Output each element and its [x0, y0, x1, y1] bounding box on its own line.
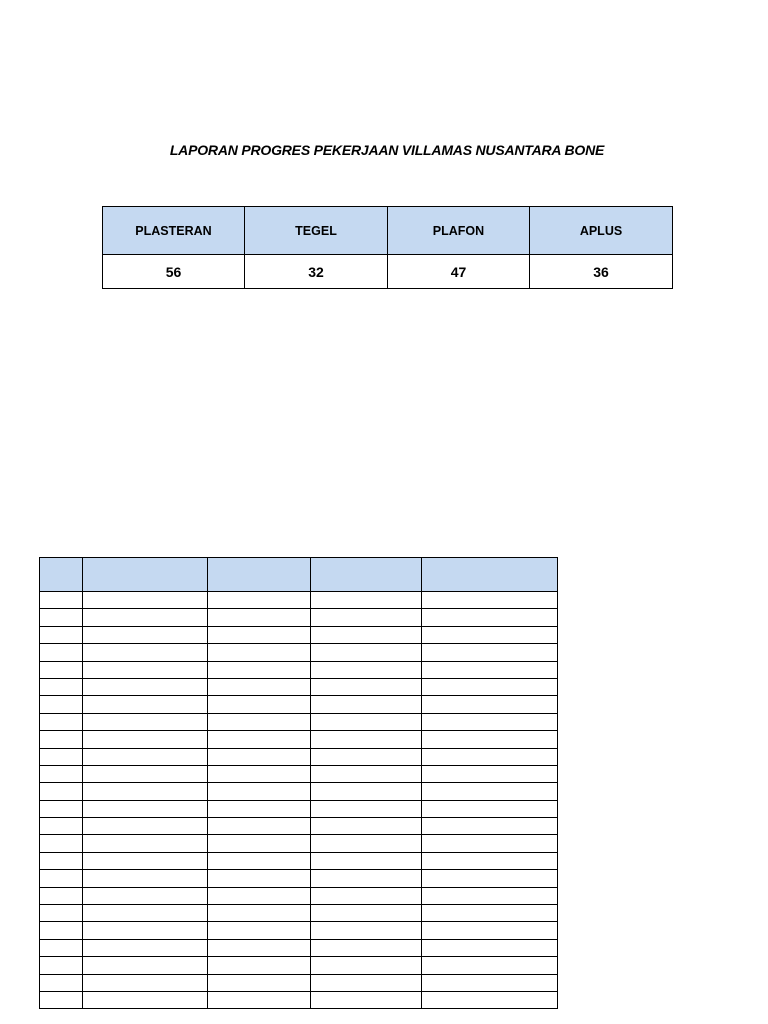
header-plasteran: PLASTERAN — [103, 207, 245, 255]
blank-cell — [83, 991, 208, 1008]
blank-cell — [311, 870, 422, 887]
blank-cell — [422, 765, 558, 782]
blank-cell — [208, 905, 311, 922]
summary-header-row — [103, 207, 673, 255]
blank-cell — [83, 592, 208, 609]
blank-cell — [208, 644, 311, 661]
blank-cell — [422, 957, 558, 974]
blank-header-cell — [311, 558, 422, 592]
blank-cell — [311, 957, 422, 974]
blank-cell — [311, 800, 422, 817]
table-row — [40, 835, 558, 852]
blank-cell — [83, 887, 208, 904]
value-plafon: 47 — [388, 255, 530, 289]
blank-cell — [40, 713, 83, 730]
blank-cell — [83, 870, 208, 887]
summary-value-row — [103, 255, 673, 289]
blank-cell — [311, 974, 422, 991]
blank-cell — [40, 887, 83, 904]
blank-cell — [422, 713, 558, 730]
blank-cell — [422, 974, 558, 991]
blank-cell — [208, 818, 311, 835]
blank-cell — [422, 939, 558, 956]
table-row — [40, 852, 558, 869]
table-row — [40, 800, 558, 817]
blank-header-cell — [208, 558, 311, 592]
blank-cell — [208, 609, 311, 626]
table-row — [40, 592, 558, 609]
blank-cell — [83, 731, 208, 748]
blank-cell — [40, 974, 83, 991]
blank-cell — [422, 870, 558, 887]
blank-cell — [83, 661, 208, 678]
blank-cell — [83, 905, 208, 922]
blank-cell — [311, 991, 422, 1008]
blank-cell — [40, 905, 83, 922]
blank-cell — [40, 852, 83, 869]
blank-cell — [83, 696, 208, 713]
header-tegel: TEGEL — [245, 207, 388, 255]
blank-cell — [422, 800, 558, 817]
blank-cell — [311, 939, 422, 956]
blank-cell — [208, 852, 311, 869]
blank-cell — [40, 626, 83, 643]
value-tegel: 32 — [245, 255, 388, 289]
blank-cell — [83, 957, 208, 974]
blank-cell — [311, 852, 422, 869]
blank-cell — [208, 991, 311, 1008]
blank-cell — [208, 939, 311, 956]
blank-cell — [422, 748, 558, 765]
blank-cell — [208, 870, 311, 887]
blank-cell — [422, 592, 558, 609]
blank-cell — [40, 835, 83, 852]
table-row — [40, 765, 558, 782]
table-row — [40, 731, 558, 748]
blank-cell — [208, 922, 311, 939]
header-aplus: APLUS — [530, 207, 673, 255]
blank-cell — [40, 748, 83, 765]
blank-cell — [40, 609, 83, 626]
blank-cell — [40, 592, 83, 609]
blank-cell — [208, 887, 311, 904]
blank-cell — [208, 783, 311, 800]
blank-cell — [83, 852, 208, 869]
table-row — [40, 661, 558, 678]
blank-cell — [40, 939, 83, 956]
table-row — [40, 609, 558, 626]
blank-cell — [83, 678, 208, 695]
table-row — [40, 783, 558, 800]
value-aplus: 36 — [530, 255, 673, 289]
blank-cell — [208, 678, 311, 695]
blank-cell — [40, 678, 83, 695]
blank-cell — [311, 626, 422, 643]
blank-cell — [208, 661, 311, 678]
blank-cell — [422, 609, 558, 626]
blank-cell — [208, 974, 311, 991]
blank-cell — [208, 731, 311, 748]
blank-cell — [311, 835, 422, 852]
blank-cell — [422, 922, 558, 939]
blank-header-cell — [422, 558, 558, 592]
blank-cell — [40, 922, 83, 939]
blank-cell — [83, 748, 208, 765]
table-row — [40, 870, 558, 887]
header-plafon: PLAFON — [388, 207, 530, 255]
blank-cell — [422, 644, 558, 661]
blank-cell — [311, 731, 422, 748]
table-row — [40, 887, 558, 904]
blank-cell — [83, 765, 208, 782]
table-row — [40, 957, 558, 974]
blank-cell — [311, 818, 422, 835]
table-row — [40, 922, 558, 939]
blank-header-row — [40, 558, 558, 592]
table-row — [40, 939, 558, 956]
blank-cell — [83, 644, 208, 661]
blank-cell — [83, 835, 208, 852]
table-row — [40, 974, 558, 991]
blank-cell — [40, 731, 83, 748]
blank-cell — [311, 905, 422, 922]
blank-cell — [83, 609, 208, 626]
blank-cell — [311, 748, 422, 765]
table-row — [40, 713, 558, 730]
blank-cell — [422, 678, 558, 695]
blank-header-cell — [40, 558, 83, 592]
blank-cell — [422, 818, 558, 835]
blank-cell — [208, 713, 311, 730]
blank-cell — [422, 991, 558, 1008]
blank-cell — [40, 765, 83, 782]
blank-cell — [40, 661, 83, 678]
blank-cell — [311, 609, 422, 626]
blank-cell — [208, 626, 311, 643]
report-title: LAPORAN PROGRES PEKERJAAN VILLAMAS NUSANTARA BONE — [169, 142, 605, 158]
blank-cell — [311, 678, 422, 695]
blank-cell — [422, 661, 558, 678]
blank-cell — [208, 835, 311, 852]
blank-cell — [40, 957, 83, 974]
table-row — [40, 818, 558, 835]
blank-cell — [311, 592, 422, 609]
table-row — [40, 991, 558, 1008]
blank-cell — [208, 696, 311, 713]
blank-cell — [422, 887, 558, 904]
blank-cell — [40, 696, 83, 713]
blank-cell — [208, 957, 311, 974]
blank-cell — [208, 748, 311, 765]
table-row — [40, 748, 558, 765]
table-row — [40, 678, 558, 695]
blank-cell — [208, 592, 311, 609]
blank-cell — [311, 783, 422, 800]
blank-cell — [422, 783, 558, 800]
table-row — [40, 626, 558, 643]
blank-cell — [311, 696, 422, 713]
blank-cell — [83, 626, 208, 643]
blank-cell — [83, 939, 208, 956]
blank-cell — [40, 991, 83, 1008]
blank-cell — [422, 626, 558, 643]
blank-data-table — [39, 557, 558, 1009]
blank-cell — [40, 870, 83, 887]
progress-summary-table — [102, 206, 673, 289]
blank-cell — [422, 696, 558, 713]
blank-cell — [83, 800, 208, 817]
blank-cell — [311, 644, 422, 661]
blank-cell — [40, 800, 83, 817]
blank-cell — [83, 713, 208, 730]
blank-cell — [208, 800, 311, 817]
table-row — [40, 696, 558, 713]
blank-cell — [83, 783, 208, 800]
blank-cell — [422, 852, 558, 869]
blank-cell — [311, 765, 422, 782]
blank-cell — [40, 783, 83, 800]
blank-cell — [311, 922, 422, 939]
blank-cell — [83, 922, 208, 939]
blank-header-cell — [83, 558, 208, 592]
blank-cell — [422, 905, 558, 922]
blank-cell — [40, 644, 83, 661]
blank-cell — [311, 661, 422, 678]
blank-cell — [311, 887, 422, 904]
table-row — [40, 644, 558, 661]
blank-cell — [422, 731, 558, 748]
blank-cell — [40, 818, 83, 835]
blank-cell — [208, 765, 311, 782]
blank-cell — [422, 835, 558, 852]
table-row — [40, 905, 558, 922]
value-plasteran: 56 — [103, 255, 245, 289]
blank-cell — [83, 974, 208, 991]
blank-cell — [311, 713, 422, 730]
blank-cell — [83, 818, 208, 835]
